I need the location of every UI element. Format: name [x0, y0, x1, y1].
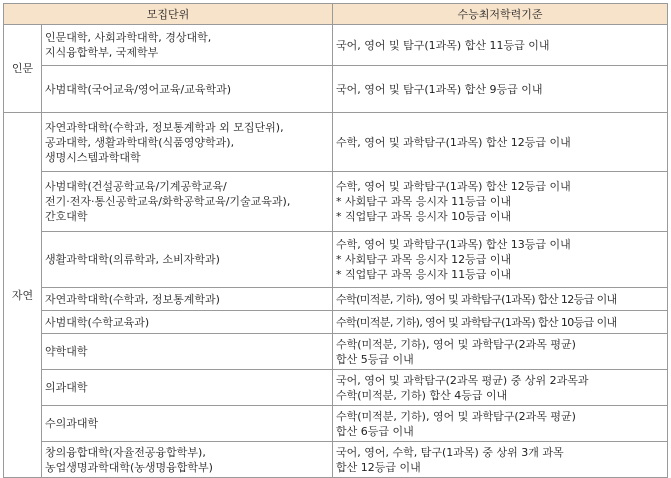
table-row — [4, 311, 668, 334]
table-row — [4, 25, 668, 66]
unit-line: 간호대학 — [45, 210, 88, 223]
criteria-line: 국어, 영어 및 과학탐구(2과목 평균) 중 상위 2과목과 — [336, 373, 589, 387]
criteria-line: * 사회탐구 과목 응시자 11등급 이내 — [336, 195, 512, 208]
criteria-line: 수학(미적분, 기하), 영어 및 과학탐구(1과목) 합산 10등급 이내 — [336, 315, 617, 329]
criteria-cell — [333, 406, 668, 442]
table-row — [4, 172, 668, 232]
criteria-line: * 직업탐구 과목 응시자 10등급 이내 — [336, 210, 512, 223]
unit-line: 농업생명과학대학(농생명융합학부) — [45, 460, 213, 474]
criteria-cell — [333, 66, 668, 113]
unit-line: 자연과학대학(수학과, 정보통계학과) — [45, 292, 220, 306]
header-unit: 모집단위 — [4, 4, 333, 25]
criteria-cell — [333, 113, 668, 172]
table-row — [4, 66, 668, 113]
category-cell: 자연 — [4, 113, 42, 478]
unit-line: 사범대학(수학교육과) — [45, 315, 150, 329]
unit-cell — [42, 406, 333, 442]
unit-cell — [42, 311, 333, 334]
unit-line: 생명시스템과학대학 — [45, 150, 141, 164]
criteria-line: 합산 5등급 이내 — [336, 352, 414, 366]
table-header-row — [4, 4, 668, 25]
table-row — [4, 113, 668, 172]
criteria-cell — [333, 311, 668, 334]
table-row — [4, 288, 668, 311]
criteria-line: 수학(미적분, 기하), 영어 및 과학탐구(2과목 평균) — [336, 337, 576, 351]
criteria-cell — [333, 288, 668, 311]
unit-line: 공과대학, 생활과학대학(식품영양학과), — [45, 135, 235, 149]
criteria-line: 수학(미적분, 기하) 합산 4등급 이내 — [336, 388, 508, 402]
unit-cell — [42, 113, 333, 172]
unit-cell — [42, 25, 333, 66]
unit-line: 창의융합대학(자율전공융합학부), — [45, 445, 206, 459]
unit-line: 생활과학대학(의류학과, 소비자학과) — [45, 253, 220, 266]
unit-line: 수의과대학 — [45, 417, 99, 430]
criteria-line: 국어, 영어 및 탐구(1과목) 합산 9등급 이내 — [336, 82, 543, 96]
criteria-line: 수학, 영어 및 과학탐구(1과목) 합산 12등급 이내 — [336, 180, 571, 193]
criteria-line: 수학, 영어 및 과학탐구(1과목) 합산 12등급 이내 — [336, 135, 571, 149]
category-cell: 인문 — [4, 25, 42, 113]
table-row — [4, 406, 668, 442]
criteria-cell — [333, 370, 668, 406]
criteria-line: 수학, 영어 및 과학탐구(1과목) 합산 13등급 이내 — [336, 238, 571, 251]
table-row — [4, 370, 668, 406]
unit-cell — [42, 334, 333, 370]
criteria-line: 국어, 영어, 수학, 탐구(1과목) 중 상위 3개 과목 — [336, 445, 564, 459]
criteria-line: 수학(미적분, 기하), 영어 및 과학탐구(2과목 평균) — [336, 409, 576, 423]
table-row — [4, 232, 668, 288]
criteria-line: 합산 12등급 이내 — [336, 460, 421, 474]
criteria-line: * 직업탐구 과목 응시자 11등급 이내 — [336, 268, 512, 281]
unit-cell — [42, 66, 333, 113]
criteria-line: 수학(미적분, 기하), 영어 및 과학탐구(1과목) 합산 12등급 이내 — [336, 292, 617, 306]
unit-line: 의과대학 — [45, 381, 88, 394]
criteria-cell — [333, 172, 668, 232]
criteria-cell — [333, 334, 668, 370]
criteria-line: * 사회탐구 과목 응시자 12등급 이내 — [336, 253, 512, 266]
unit-line: 사범대학(건설공학교육/기계공학교육/ — [45, 180, 227, 193]
criteria-line: 합산 6등급 이내 — [336, 424, 414, 438]
unit-cell — [42, 370, 333, 406]
criteria-cell — [333, 232, 668, 288]
table-body — [4, 25, 668, 478]
unit-line: 인문대학, 사회과학대학, 경상대학, — [45, 31, 212, 44]
header-criteria: 수능최저학력기준 — [333, 4, 668, 25]
unit-cell — [42, 232, 333, 288]
admission-criteria-table — [3, 3, 668, 478]
unit-line: 전기·전자·통신공학교육/화학공학교육/기술교육과), — [45, 195, 291, 208]
unit-line: 지식융합학부, 국제학부 — [45, 46, 159, 59]
unit-line: 약학대학 — [45, 345, 88, 358]
table-row — [4, 334, 668, 370]
unit-line: 사범대학(국어교육/영어교육/교육학과) — [45, 82, 232, 96]
unit-line: 자연과학대학(수학과, 정보통계학과 외 모집단위), — [45, 120, 284, 134]
criteria-line: 국어, 영어 및 탐구(1과목) 합산 11등급 이내 — [336, 38, 550, 52]
criteria-cell — [333, 25, 668, 66]
unit-cell — [42, 172, 333, 232]
unit-cell — [42, 288, 333, 311]
